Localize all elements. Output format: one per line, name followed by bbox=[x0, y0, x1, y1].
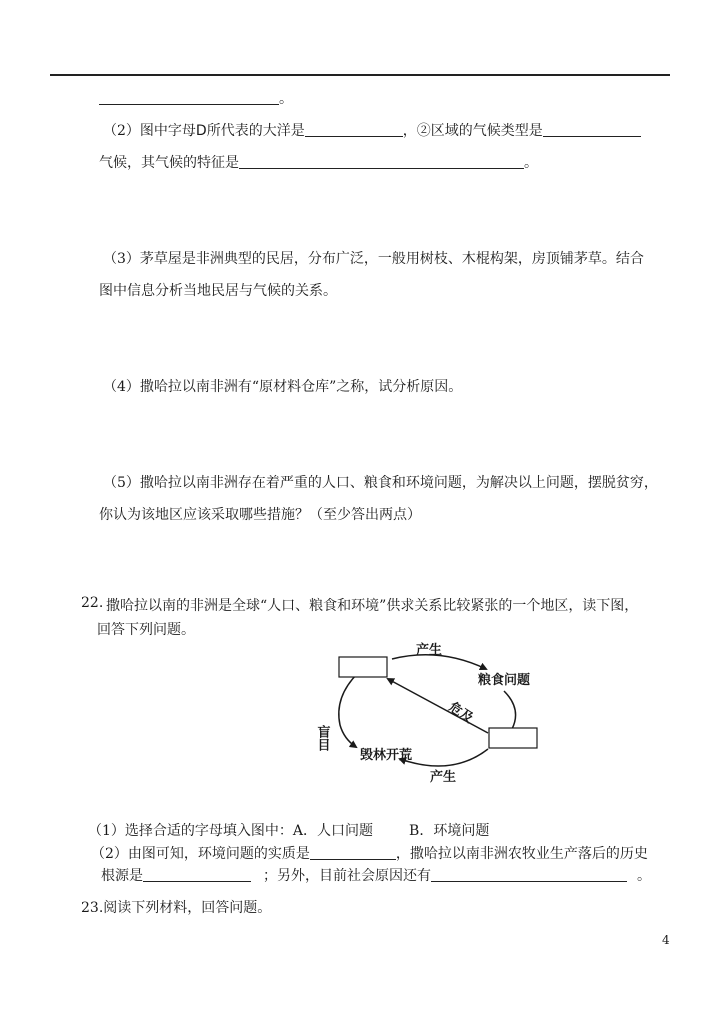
arrow-produce-bottom bbox=[400, 749, 488, 766]
question-21-part-3-line-2: 图中信息分析当地民居与气候的关系。 bbox=[99, 283, 337, 299]
header-rule bbox=[50, 74, 670, 76]
question-23: 23.阅读下列材料，回答问题。 bbox=[81, 900, 272, 916]
social-cause-blank[interactable] bbox=[431, 867, 627, 882]
arrow-grain-to-box bbox=[504, 691, 516, 729]
climate-type-blank[interactable] bbox=[543, 122, 641, 137]
question-22-number: 22. bbox=[81, 595, 104, 611]
question-21-part-2-line-1: （2）图中字母D所代表的大洋是 ，②区域的气候类型是 bbox=[103, 120, 641, 140]
page-number: 4 bbox=[662, 933, 670, 947]
question-21-part-4: （4）撒哈拉以南非洲有“原材料仓库”之称，试分析原因。 bbox=[103, 379, 463, 395]
box-b[interactable] bbox=[489, 728, 537, 748]
question-22-sub-1: （1）选择合适的字母填入图中：A．人口问题 B．环境问题 bbox=[88, 823, 490, 839]
label-endanger: 危及 bbox=[445, 699, 476, 727]
question-22-line-2: 回答下列问题。 bbox=[97, 622, 195, 638]
box-a[interactable] bbox=[339, 657, 387, 677]
label-blind: 盲目 bbox=[314, 725, 330, 751]
question-21-part-2-line-2: 气候，其气候的特征是 。 bbox=[99, 155, 538, 171]
arrow-endanger bbox=[388, 679, 488, 733]
question-21-part-5-line-1: （5）撒哈拉以南非洲存在着严重的人口、粮食和环境问题，为解决以上问题，摆脱贫穷， bbox=[103, 475, 658, 491]
cycle-diagram bbox=[300, 635, 560, 795]
label-produce-top: 产生 bbox=[416, 643, 443, 658]
arrow-blind bbox=[339, 673, 358, 747]
ocean-blank[interactable] bbox=[305, 122, 403, 137]
question-21-part-3-line-1: （3）茅草屋是非洲典型的民居，分布广泛，一般用树枝、木棍构架，房顶铺茅草。结合 bbox=[103, 251, 644, 267]
label-grain-problem: 粮食问题 bbox=[478, 673, 531, 688]
question-22-line-1: 撒哈拉以南的非洲是全球“人口、粮食和环境”供求关系比较紧张的一个地区，读下图， bbox=[106, 598, 639, 614]
answer-line-1: 。 bbox=[99, 88, 293, 108]
question-21-part-5-line-2: 你认为该地区应该采取哪些措施？（至少答出两点） bbox=[99, 507, 421, 523]
answer-blank[interactable] bbox=[99, 90, 279, 105]
question-22-sub-2-line-2: 根源是 ；另外，目前社会原因还有 。 bbox=[101, 868, 651, 884]
historical-root-blank[interactable] bbox=[143, 867, 251, 882]
label-deforest: 毁林开荒 bbox=[360, 748, 413, 763]
question-22-sub-2-line-1: （2）由图可知，环境问题的实质是 ，撒哈拉以南非洲农牧业生产落后的历史 bbox=[91, 846, 648, 862]
label-produce-bottom: 产生 bbox=[430, 770, 457, 785]
environment-essence-blank[interactable] bbox=[310, 845, 396, 860]
climate-feature-blank[interactable] bbox=[239, 154, 524, 169]
